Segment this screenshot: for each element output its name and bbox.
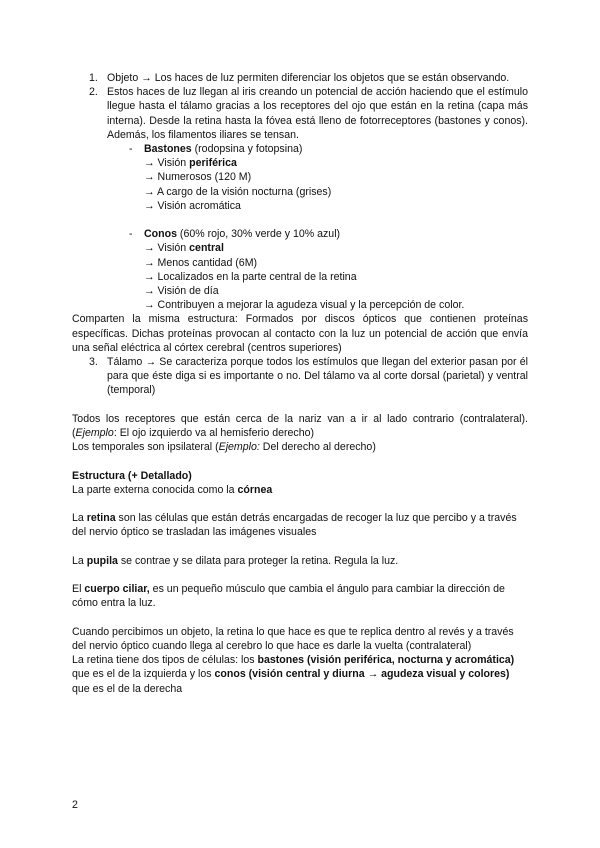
list-text: Tálamo → Se caracteriza porque todos los estímulos que llegan del exterior pasan por él para que éste diga si es importante o no. Del tálamo va al corte dorsal (parietal) y ventral (temporal) bbox=[107, 356, 528, 397]
list-item bbox=[72, 71, 528, 85]
cuerpo-ciliar-paragraph: El cuerpo ciliar, es un pequeño músculo que cambia el ángulo para cambiar la dirección de cómo entra la luz. bbox=[72, 583, 505, 610]
bastones-heading-text: Bastones (rodopsina y fotopsina) bbox=[144, 143, 303, 156]
bullet-dash: - bbox=[129, 143, 133, 156]
conos-heading-text: Conos (60% rojo, 30% verde y 10% azul) bbox=[144, 228, 341, 241]
section-heading: Estructura (+ Detallado) bbox=[72, 469, 192, 482]
numbered-list-1 bbox=[72, 71, 528, 142]
list-text: Objeto → Los haces de luz permiten diferenciar los objetos que se están observando. bbox=[107, 72, 510, 84]
bastones-item: → Visión acromática bbox=[144, 199, 241, 212]
bastones-heading bbox=[72, 142, 528, 156]
spacer bbox=[72, 540, 528, 554]
conos-item: → Visión de día bbox=[144, 285, 219, 298]
spacer bbox=[72, 454, 528, 468]
list-number: 3. bbox=[89, 356, 98, 369]
comparten-paragraph: Comparten la misma estructura: Formados por discos ópticos que contienen proteínas específicas. Dichas proteínas provocan al contacto con la luz un potencial de acción que envía una señal eléctrica al córtex cerebral (centros superiores) bbox=[72, 313, 528, 354]
spacer bbox=[72, 398, 528, 412]
conos-item: → Localizados en la parte central de la retina bbox=[144, 270, 357, 283]
conos-item: → Menos cantidad (6M) bbox=[144, 256, 258, 269]
pupila-paragraph: La pupila se contrae y se dilata para proteger la retina. Regula la luz. bbox=[72, 554, 399, 567]
list-number: 1. bbox=[89, 72, 98, 84]
list-item bbox=[72, 85, 528, 142]
conos-item: → Visión central bbox=[144, 242, 224, 255]
spacer bbox=[72, 213, 528, 227]
temporales-paragraph: Los temporales son ipsilateral (Ejemplo: Del derecho al derecho) bbox=[72, 441, 376, 454]
spacer bbox=[72, 497, 528, 511]
conos-heading bbox=[72, 227, 528, 241]
list-text: Estos haces de luz llegan al iris creando un potencial de acción haciendo que el estímulo llegue hasta el tálamo gracias a los receptores del ojo que están en la retina (capa más interna). Desde la retina hasta la fóvea está lleno de fotorreceptores (bastones y conos). Además, los filamentos iliares se tensan. bbox=[107, 86, 528, 141]
tipos-celulas-paragraph: La retina tiene dos tipos de células: los bastones (visión periférica, nocturna y acromática) que es el de la izquierda y los conos (visión central y diurna → agudeza visual y colores) que es el de la derecha bbox=[72, 654, 515, 695]
bastones-item: → Numerosos (120 M) bbox=[144, 171, 252, 184]
conos-item: → Contribuyen a mejorar la agudeza visual y la percepción de color. bbox=[144, 299, 465, 312]
spacer bbox=[72, 611, 528, 625]
spacer bbox=[72, 568, 528, 582]
list-item bbox=[72, 355, 528, 398]
percepcion-paragraph: Cuando percibimos un objeto, la retina lo que hace es que te replica dentro al revés y a través del nervio óptico cuando llega al cerebro lo que hace es darle la vuelta (contralateral) bbox=[72, 625, 514, 653]
retina-paragraph: La retina son las células que están detrás encargadas de recoger la luz que percibo y a través del nervio óptico se trasladan las imágenes visuales bbox=[72, 512, 517, 539]
page-number: 2 bbox=[72, 799, 78, 811]
bastones-item: → A cargo de la visión nocturna (grises) bbox=[144, 185, 332, 198]
cornea-paragraph: La parte externa conocida como la córnea bbox=[72, 483, 273, 496]
page-content bbox=[72, 71, 528, 696]
list-number: 2. bbox=[89, 86, 98, 99]
bastones-item: → Visión periférica bbox=[144, 157, 237, 170]
receptores-paragraph: Todos los receptores que están cerca de la nariz van a ir al lado contrario (contralateral). (Ejemplo: El ojo izquierdo va al hemisferio derecho) bbox=[72, 412, 528, 440]
bullet-dash: - bbox=[129, 228, 133, 241]
